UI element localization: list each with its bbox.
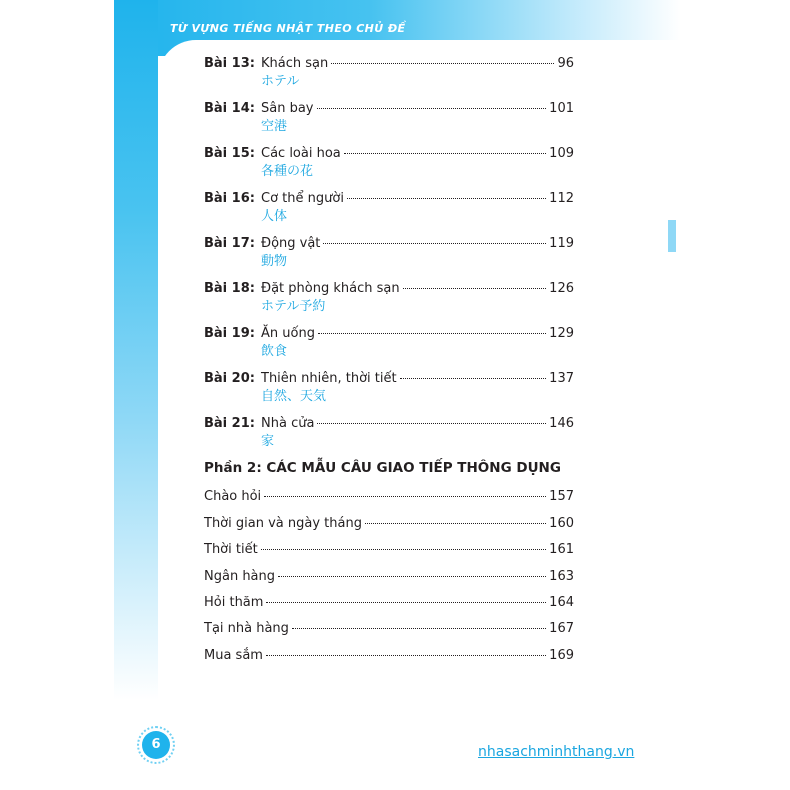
lesson-page: 112 bbox=[549, 191, 574, 206]
toc-entry-greetings[interactable] bbox=[204, 489, 574, 505]
entry-title: Hỏi thăm bbox=[204, 595, 264, 610]
book-title: TỪ VỰNG TIẾNG NHẬT THEO CHỦ ĐỀ bbox=[170, 22, 406, 35]
leader-dots bbox=[344, 152, 546, 154]
entry-page: 169 bbox=[549, 648, 574, 663]
lesson-page: 126 bbox=[549, 281, 574, 296]
toc-entry-weather[interactable] bbox=[204, 542, 574, 558]
lesson-japanese: 飲食 bbox=[261, 344, 288, 359]
lesson-japanese: 各種の花 bbox=[261, 164, 314, 179]
toc-lesson-15[interactable] bbox=[204, 146, 574, 180]
leader-dots bbox=[400, 377, 547, 379]
leader-dots bbox=[266, 654, 546, 656]
lesson-label: Bài 18: bbox=[204, 281, 255, 296]
lesson-label: Bài 14: bbox=[204, 101, 255, 116]
entry-page: 167 bbox=[549, 621, 574, 636]
lesson-title: Sân bay bbox=[261, 101, 314, 116]
lesson-page: 146 bbox=[549, 416, 574, 431]
lesson-page: 119 bbox=[549, 236, 574, 251]
entry-page: 157 bbox=[549, 489, 574, 504]
toc-lesson-19[interactable] bbox=[204, 326, 574, 360]
leader-dots bbox=[318, 332, 546, 334]
leader-dots bbox=[317, 422, 546, 424]
toc-lesson-18[interactable] bbox=[204, 281, 574, 315]
lesson-japanese: 空港 bbox=[261, 119, 288, 134]
lesson-title: Cơ thể người bbox=[261, 191, 344, 206]
toc-entry-shopping[interactable] bbox=[204, 648, 574, 664]
leader-dots bbox=[365, 522, 546, 524]
lesson-page: 109 bbox=[549, 146, 574, 161]
lesson-title: Đặt phòng khách sạn bbox=[261, 281, 400, 296]
lesson-title: Ăn uống bbox=[261, 326, 315, 341]
lesson-page: 101 bbox=[549, 101, 574, 116]
entry-page: 160 bbox=[549, 516, 574, 531]
leader-dots bbox=[317, 107, 547, 109]
lesson-title: Nhà cửa bbox=[261, 416, 315, 431]
lesson-page: 129 bbox=[549, 326, 574, 341]
leader-dots bbox=[331, 62, 554, 64]
toc-lesson-13[interactable] bbox=[204, 56, 574, 90]
entry-page: 161 bbox=[549, 542, 574, 557]
entry-page: 163 bbox=[549, 569, 574, 584]
lesson-label: Bài 19: bbox=[204, 326, 255, 341]
section-2-heading: Phần 2: CÁC MẪU CÂU GIAO TIẾP THÔNG DỤNG bbox=[204, 460, 561, 476]
lesson-page: 96 bbox=[557, 56, 574, 71]
toc-lesson-14[interactable] bbox=[204, 101, 574, 135]
toc-lesson-16[interactable] bbox=[204, 191, 574, 225]
lesson-title: Thiên nhiên, thời tiết bbox=[261, 371, 397, 386]
toc-lesson-20[interactable] bbox=[204, 371, 574, 405]
entry-title: Thời tiết bbox=[204, 542, 258, 557]
toc-lesson-17[interactable] bbox=[204, 236, 574, 270]
lesson-label: Bài 21: bbox=[204, 416, 255, 431]
publisher-website-link[interactable]: nhasachminhthang.vn bbox=[478, 744, 635, 760]
entry-title: Chào hỏi bbox=[204, 489, 262, 504]
leader-dots bbox=[292, 627, 546, 629]
leader-dots bbox=[278, 575, 546, 577]
lesson-japanese: ホテル bbox=[261, 74, 300, 89]
lesson-title: Các loài hoa bbox=[261, 146, 341, 161]
lesson-label: Bài 15: bbox=[204, 146, 255, 161]
leader-dots bbox=[403, 287, 547, 289]
entry-title: Ngân hàng bbox=[204, 569, 276, 584]
lesson-label: Bài 20: bbox=[204, 371, 255, 386]
entry-title: Mua sắm bbox=[204, 648, 263, 663]
lesson-japanese: 自然、天気 bbox=[261, 389, 327, 404]
lesson-label: Bài 16: bbox=[204, 191, 255, 206]
toc-entry-restaurant[interactable] bbox=[204, 621, 574, 637]
toc-entry-time-date[interactable] bbox=[204, 516, 574, 532]
toc-entry-asking[interactable] bbox=[204, 595, 574, 611]
left-blue-band bbox=[114, 0, 158, 700]
leader-dots bbox=[347, 197, 546, 199]
lesson-title: Động vật bbox=[261, 236, 321, 251]
side-tab-marker bbox=[668, 220, 676, 252]
entry-title: Tại nhà hàng bbox=[204, 621, 289, 636]
entry-title: Thời gian và ngày tháng bbox=[204, 516, 362, 531]
page-number: 6 bbox=[142, 731, 170, 759]
lesson-title: Khách sạn bbox=[261, 56, 329, 71]
toc-lesson-21[interactable] bbox=[204, 416, 574, 450]
entry-page: 164 bbox=[549, 595, 574, 610]
leader-dots bbox=[323, 242, 546, 244]
lesson-japanese: 動物 bbox=[261, 254, 288, 269]
leader-dots bbox=[261, 548, 546, 550]
lesson-japanese: 家 bbox=[261, 434, 275, 449]
leader-dots bbox=[266, 601, 546, 603]
lesson-label: Bài 17: bbox=[204, 236, 255, 251]
lesson-japanese: ホテル予約 bbox=[261, 299, 326, 314]
toc-entry-bank[interactable] bbox=[204, 569, 574, 585]
lesson-label: Bài 13: bbox=[204, 56, 255, 71]
lesson-page: 137 bbox=[549, 371, 574, 386]
lesson-japanese: 人体 bbox=[261, 209, 288, 224]
leader-dots bbox=[264, 495, 546, 497]
